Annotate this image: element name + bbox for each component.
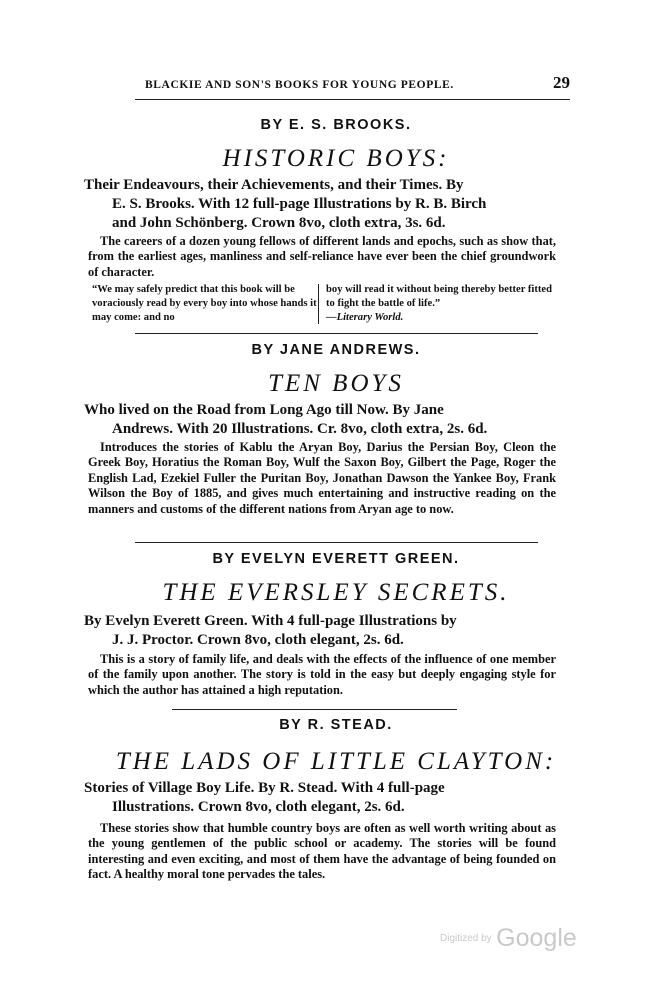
imprint-line: Andrews. With 20 Illustrations. Cr. 8vo, cloth extra, 2s. 6d. bbox=[112, 421, 488, 437]
watermark-prefix: Digitized by bbox=[440, 933, 492, 944]
imprint-line: Illustrations. Crown 8vo, cloth elegant, 2s. 6d. bbox=[112, 799, 405, 815]
section-1-description: The careers of a dozen young fellows of different lands and epochs, such as show that, from the earliest ages, manliness and self-reliance have ever been the chief groundwork of character. bbox=[88, 234, 556, 279]
section-divider bbox=[172, 709, 457, 710]
imprint-line: Stories of Village Boy Life. By R. Stead. With 4 full-page bbox=[84, 780, 445, 796]
review-text: boy will read it without being thereby better fitted to fight the battle of life.” bbox=[326, 284, 552, 310]
section-4-description: These stories show that humble country boys are often as well worth writing about as the young gentlemen of the public school or academy. The stories will be found interesting and even exciting, and most of them have the advantage of being founded on fact. A healthy moral tone pervades the tales. bbox=[88, 821, 556, 882]
imprint-line: E. S. Brooks. With 12 full-page Illustrations by R. B. Birch bbox=[112, 196, 487, 212]
section-4-title: THE LADS OF LITTLE CLAYTON: bbox=[115, 748, 557, 775]
imprint-line: Who lived on the Road from Long Ago till Now. By Jane bbox=[84, 402, 444, 418]
section-1-title: HISTORIC BOYS: bbox=[222, 145, 450, 172]
section-2-title: TEN BOYS bbox=[268, 370, 404, 397]
imprint-line: By Evelyn Everett Green. With 4 full-page Illustrations by bbox=[84, 613, 457, 629]
imprint-line: J. J. Proctor. Crown 8vo, cloth elegant, 2s. 6d. bbox=[112, 632, 404, 648]
section-3-title: THE EVERSLEY SECRETS. bbox=[162, 579, 510, 606]
section-3-description: This is a story of family life, and deals with the effects of the influence of one member of the family upon another. The story is told in the easy but deeply engaging style for which the author has attained a high reputation. bbox=[88, 652, 556, 697]
digitized-watermark bbox=[440, 924, 577, 953]
review-source: —Literary World. bbox=[326, 312, 404, 324]
section-4-author: BY R. STEAD. bbox=[279, 717, 393, 733]
section-divider bbox=[135, 542, 538, 543]
imprint-line: and John Schönberg. Crown 8vo, cloth extra, 3s. 6d. bbox=[112, 215, 446, 231]
review-left-column: “We may safely predict that this book will be voraciously read by every boy into whose hands it may come: and no bbox=[92, 284, 317, 324]
section-1-author: BY E. S. BROOKS. bbox=[260, 117, 412, 133]
section-2-imprint bbox=[84, 401, 557, 439]
section-2-description: Introduces the stories of Kablu the Aryan Boy, Darius the Persian Boy, Cleon the Greek Boy, Horatius the Roman Boy, Wulf the Saxon Boy, Gilbert the Page, Roger the English Lad, Ezekiel Fuller the Puritan Boy, Jonathan Dawson the Yankee Boy, Frank Wilson the Boy of 1885, and gives much entertaining and instructive reading on the manners and customs of the different nations from Aryan age to now. bbox=[88, 440, 556, 516]
section-4-imprint bbox=[84, 779, 557, 817]
column-divider bbox=[318, 284, 319, 324]
review-right-column bbox=[326, 283, 552, 326]
section-1-imprint bbox=[84, 176, 557, 233]
section-divider bbox=[135, 333, 538, 334]
imprint-line: Their Endeavours, their Achievements, and their Times. By bbox=[84, 177, 464, 193]
section-3-author: BY EVELYN EVERETT GREEN. bbox=[212, 551, 460, 567]
section-2-author: BY JANE ANDREWS. bbox=[251, 342, 421, 358]
running-title: BLACKIE AND SON'S BOOKS FOR YOUNG PEOPLE. bbox=[145, 79, 454, 91]
section-3-imprint bbox=[84, 612, 557, 650]
running-header bbox=[135, 73, 570, 100]
google-logo: Google bbox=[496, 924, 577, 952]
page-number: 29 bbox=[553, 73, 570, 92]
